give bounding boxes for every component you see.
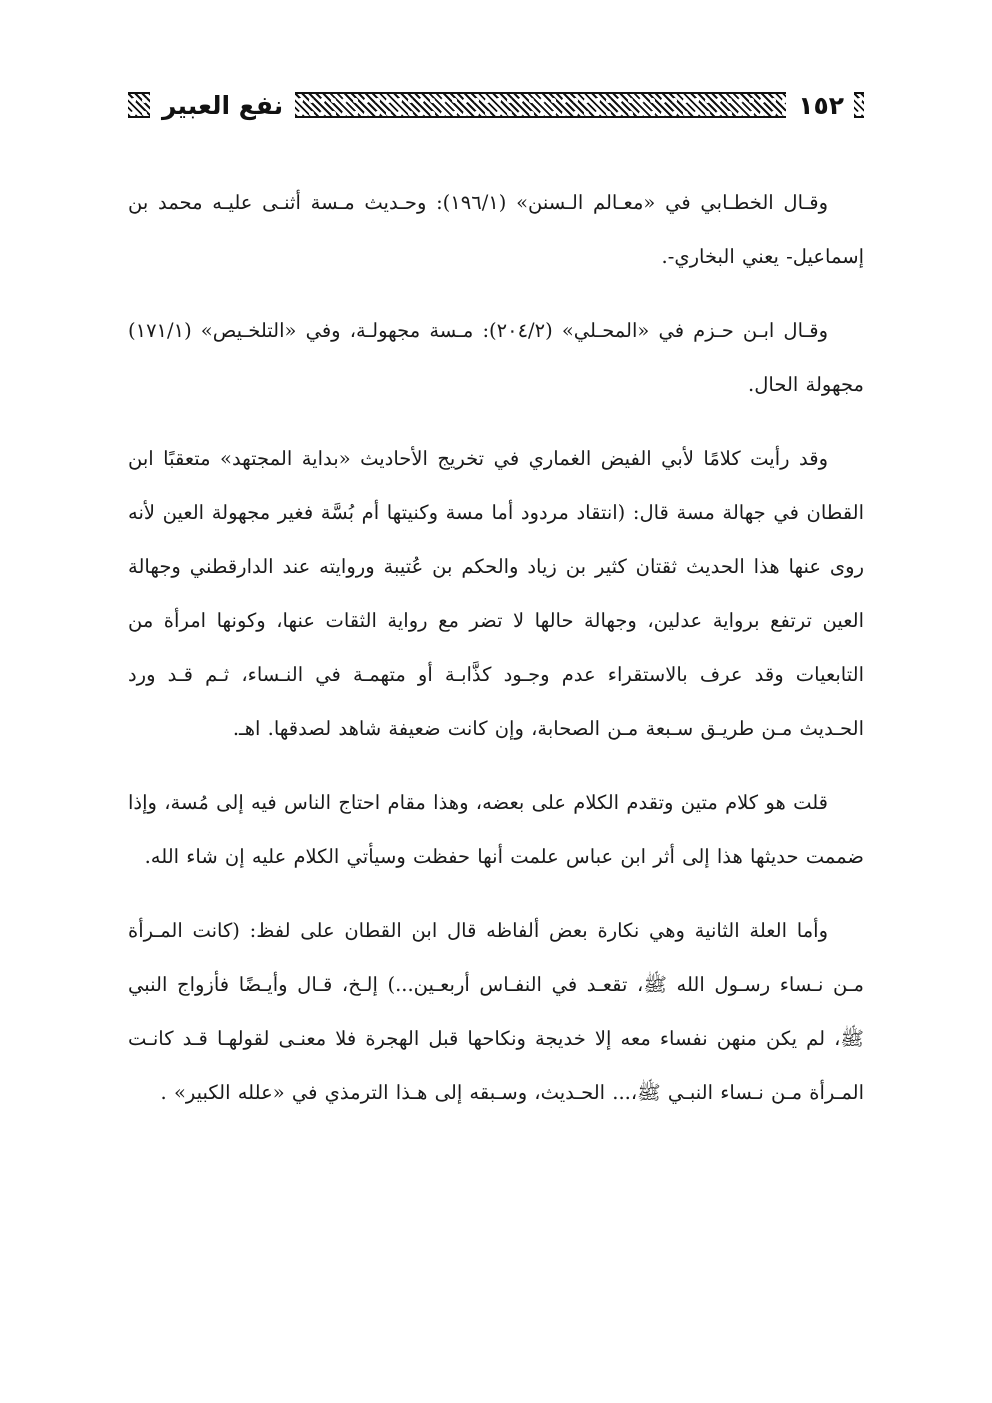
paragraph: وقد رأيت كلامًا لأبي الفيض الغماري في تخريج الأحاديث «بداية المجتهد» متعقبًا ابن القطان في جهالة مسة قال: (انتقاد مردود أما مسة وكنيتها أم بُسَّة فغير مجهولة العين لأنه روى عنها هذا الحديث ثقتان كثير بن زياد والحكم بن عُتيبة وروايته عند الدارقطني وجهالة العين ترتفع برواية عدلين، وجهالة حالها لا تضر مع رواية الثقات عنها، وكونها امرأة من التابعيات وقد عرف بالاستقراء عدم وجـود كذَّابـة أو متهمـة في النـساء، ثـم قـد ورد الحـديث مـن طريـق سـبعة مـن الصحابة، وإن كانت ضعيفة شاهد لصدقها. اهـ. (128, 447, 864, 740)
paragraph: وأما العلة الثانية وهي نكارة بعض ألفاظه قال ابن القطان على لفظ: (كانت المـرأة مـن نـساء رسـول الله ﷺ، تقعـد في النفـاس أربعـين...) إلـخ، قـال وأيـضًا فأزواج النبي ﷺ، لم يكن منهن نفساء معه إلا خديجة ونكاحها قبل الهجرة فلا معنـى لقولهـا قـد كانـت المـرأة مـن نـساء النبـي ﷺ،... الحـديث، وسـبقه إلى هـذا الترمذي في «علله الكبير» . (128, 919, 864, 1104)
page-header (128, 88, 864, 122)
paragraph: وقـال ابـن حـزم في «المحـلي» (٢٠٤/٢): مـسة مجهولـة، وفي «التلخـيص» (١٧١/١) مجهولة الحال. (128, 319, 864, 396)
ornament-border (128, 92, 150, 118)
ornament-border (854, 92, 864, 118)
page-number: ١٥٢ (798, 90, 844, 120)
body-text (128, 176, 864, 1132)
ornament-border (295, 92, 786, 118)
paragraph: قلت هو كلام متين وتقدم الكلام على بعضه، وهذا مقام احتاج الناس فيه إلى مُسة، وإذا ضممت حديثها هذا إلى أثر ابن عباس علمت أنها حفظت وسيأتي الكلام عليه إن شاء الله. (128, 791, 864, 868)
book-title: نفع العبير (162, 90, 284, 120)
paragraph: وقـال الخطـابي في «معـالم الـسنن» (١٩٦/١): وحـديث مـسة أثنـى عليـه محمد بن إسماعيل- يعني البخاري-. (128, 191, 864, 268)
